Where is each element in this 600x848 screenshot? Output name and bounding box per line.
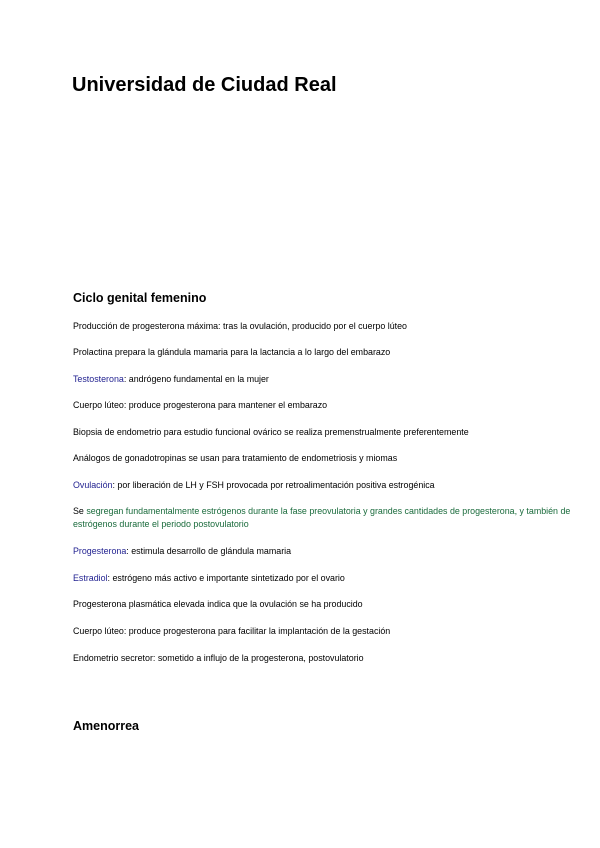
section-heading-ciclo-genital: Ciclo genital femenino	[73, 291, 207, 305]
fact-text: Prolactina prepara la glándula mamaria para la lactancia a lo largo del embarazo	[73, 347, 391, 357]
fact-item	[73, 320, 573, 333]
university-title: Universidad de Ciudad Real	[72, 74, 337, 96]
fact-item	[73, 346, 573, 359]
fact-item	[73, 625, 573, 638]
fact-item	[73, 399, 573, 412]
fact-term: Testosterona	[73, 374, 124, 384]
fact-term: Progesterona	[73, 546, 127, 556]
fact-term: Estradiol	[73, 573, 108, 583]
fact-prefix: Se	[73, 506, 87, 516]
fact-item	[73, 652, 573, 665]
fact-green-text: segregan fundamentalmente estrógenos durante la fase preovulatoria y grandes cantidades de progesterona, y también de estrógenos durante el periodo postovulatorio	[73, 506, 571, 529]
fact-item	[73, 545, 573, 558]
fact-item	[73, 452, 573, 465]
fact-text: Progesterona plasmática elevada indica que la ovulación se ha producido	[73, 599, 363, 609]
fact-item	[73, 505, 573, 531]
fact-text: : estimula desarrollo de glándula mamaria	[126, 546, 292, 556]
fact-term: Ovulación	[73, 480, 113, 490]
fact-item	[73, 598, 573, 611]
fact-text: : estrógeno más activo e importante sintetizado por el ovario	[107, 573, 345, 583]
fact-item	[73, 373, 573, 386]
fact-item	[73, 572, 573, 585]
fact-text: Endometrio secretor: sometido a influjo de la progesterona, postovulatorio	[73, 653, 364, 663]
fact-text: Cuerpo lúteo: produce progesterona para mantener el embarazo	[73, 400, 328, 410]
section-heading-amenorrea: Amenorrea	[73, 719, 139, 733]
fact-text: Análogos de gonadotropinas se usan para tratamiento de endometriosis y miomas	[73, 453, 398, 463]
fact-text: Biopsia de endometrio para estudio funcional ovárico se realiza premenstrualmente preferentemente	[73, 427, 469, 437]
fact-item	[73, 426, 573, 439]
fact-text: : andrógeno fundamental en la mujer	[123, 374, 269, 384]
fact-text: Cuerpo lúteo: produce progesterona para facilitar la implantación de la gestación	[73, 626, 391, 636]
fact-text: Producción de progesterona máxima: tras la ovulación, producido por el cuerpo lúteo	[73, 321, 407, 331]
fact-text: : por liberación de LH y FSH provocada por retroalimentación positiva estrogénica	[112, 480, 435, 490]
fact-item	[73, 479, 573, 492]
